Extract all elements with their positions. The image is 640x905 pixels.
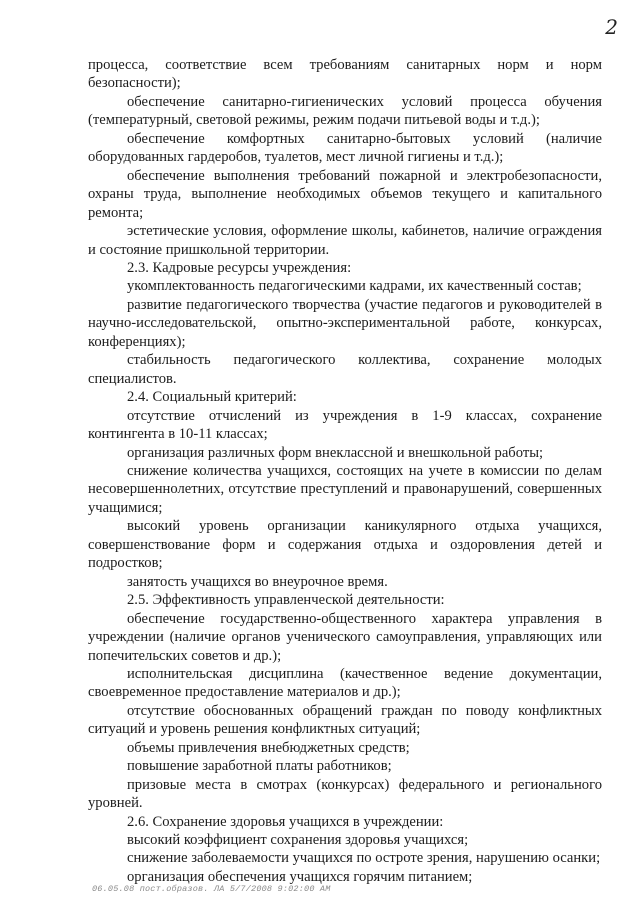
section-heading: 2.4. Социальный критерий: xyxy=(127,389,297,406)
paragraph: процесса, соответствие всем требованиям санитарных норм и норм безопасности); xyxy=(88,57,602,92)
section-heading: 2.5. Эффективность управленческой деятельности: xyxy=(127,592,445,609)
paragraph: организация обеспечения учащихся горячим питанием; xyxy=(127,868,473,885)
paragraph: объемы привлечения внебюджетных средств; xyxy=(127,739,410,756)
paragraph: высокий коэффициент сохранения здоровья учащихся; xyxy=(127,832,469,849)
document-footer: 06.05.08 пост.образов. ЛА 5/7/2008 9:02:00 AM xyxy=(92,884,331,894)
paragraph: обеспечение государственно-общественного характера управления в учреждении (наличие органов ученического самоуправления, управляющих или попечительских советов и др.); xyxy=(88,610,602,664)
section-heading: 2.3. Кадровые ресурсы учреждения: xyxy=(127,259,352,276)
paragraph: отсутствие отчислений из учреждения в 1-9 классах, сохранение контингента в 10-11 классах; xyxy=(88,407,602,443)
body-text xyxy=(88,56,602,886)
paragraph: занятость учащихся во внеурочное время. xyxy=(127,573,388,590)
paragraph: укомплектованность педагогическими кадрами, их качественный состав; xyxy=(127,278,582,295)
section-heading: 2.6. Сохранение здоровья учащихся в учреждении: xyxy=(127,813,444,830)
paragraph: обеспечение комфортных санитарно-бытовых условий (наличие оборудованных гардеробов, туалетов, мест личной гигиены и т.д.); xyxy=(88,130,602,166)
paragraph: организация различных форм внеклассной и внешкольной работы; xyxy=(127,444,544,461)
paragraph: высокий уровень организации каникулярного отдыха учащихся, совершенствование форм и содержания отдыха и оздоровления детей и подростков; xyxy=(88,518,602,572)
paragraph: обеспечение выполнения требований пожарной и электробезопасности, охраны труда, выполнение необходимых объемов текущего и капитального ремонта; xyxy=(88,167,602,221)
paragraph: развитие педагогического творчества (участие педагогов и руководителей в научно-исследовательской, опытно-экспериментальной работе, конкурсах, конференциях); xyxy=(88,296,602,350)
paragraph: исполнительская дисциплина (качественное ведение документации, своевременное предоставление материалов и др.); xyxy=(88,665,602,701)
paragraph: призовые места в смотрах (конкурсах) федерального и регионального уровней. xyxy=(88,776,602,812)
paragraph: повышение заработной платы работников; xyxy=(127,758,392,775)
paragraph: отсутствие обоснованных обращений граждан по поводу конфликтных ситуаций и уровень решения конфликтных ситуаций; xyxy=(88,702,602,738)
paragraph: стабильность педагогического коллектива, сохранение молодых специалистов. xyxy=(88,352,602,387)
paragraph: обеспечение санитарно-гигиенических условий процесса обучения (температурный, световой режимы, режим подачи питьевой воды и т.д.); xyxy=(88,93,602,129)
page-number: 2 xyxy=(605,15,618,39)
paragraph: снижение количества учащихся, состоящих на учете в комиссии по делам несовершеннолетних, отсутствие преступлений и правонарушений, совершенных учащимися; xyxy=(88,462,602,516)
paragraph: эстетические условия, оформление школы, кабинетов, наличие ограждения и состояние пришкольной территории. xyxy=(88,223,602,258)
paragraph: снижение заболеваемости учащихся по остроте зрения, нарушению осанки; xyxy=(127,850,601,867)
